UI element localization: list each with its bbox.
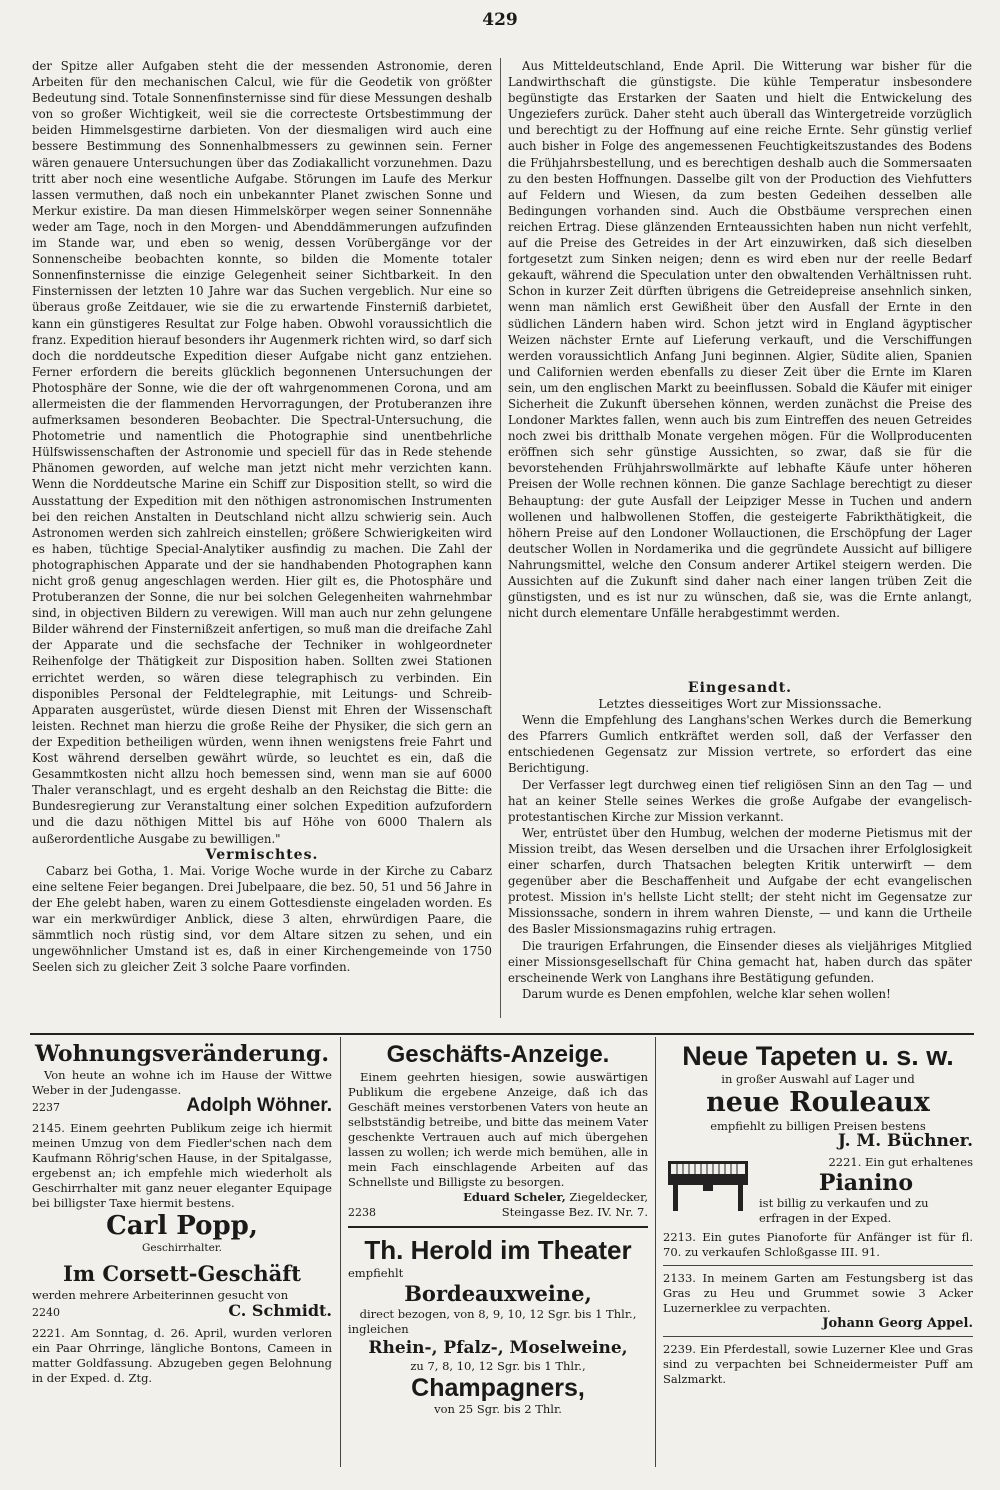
left-column <box>32 58 492 1030</box>
ad-number: 2237 <box>32 1101 60 1114</box>
corsett-title: Im Corsett-Geschäft <box>63 1261 301 1286</box>
herold-rhein-detail: zu 7, 8, 10, 12 Sgr. bis 1 Thlr., <box>410 1359 586 1373</box>
eingesandt-paragraph: Wer, entrüstet über den Humbug, welchen der moderne Pietismus mit der Mission treibt, das Wesen derselben und die Ursachen ihrer Erfolglosigkeit einer scharfen, durch Thatsachen belegten Kritik unterwirft — dem gegenüber aber die Beschaffenheit und Aufgabe der echt evangelischen protest. Mission in's hellste Licht stellt; der steht nicht im Gegensatze zur Missionssache, sondern in ihrem wahren Dienste, — und kann die Urtheile des Basler Missionsmagazins ruhig ertragen. <box>508 825 972 937</box>
geschaeft-signature <box>348 1190 648 1205</box>
herold-rhein: Rhein-, Pfalz-, Moselweine, <box>368 1338 628 1358</box>
right-column <box>508 58 972 678</box>
stall-text: 2239. Ein Pferdestall, sowie Luzerner Klee und Gras sind zu verpachten bei Schneidermeister Puff am Salzmarkt. <box>663 1342 973 1386</box>
eingesandt-paragraph: Der Verfasser legt durchweg einen tief religiösen Sinn an den Tag — und hat an keiner Stelle seines Werkes die große Aufgabe der evangelisch-protestantischen Kirche zur Mission verkannt. <box>508 777 972 824</box>
ads-column-2 <box>348 1040 648 1480</box>
ad-separator <box>663 1265 973 1266</box>
eingesandt-section <box>508 680 972 1035</box>
vermischtes-heading: Vermischtes. <box>205 846 319 863</box>
ad-separator <box>348 1226 648 1228</box>
herold-empfiehlt: empfiehlt <box>348 1266 404 1280</box>
tapeten-title: Neue Tapeten u. s. w. <box>682 1041 954 1071</box>
geschaeft-address: Steingasse Bez. IV. Nr. 7. <box>501 1205 648 1219</box>
herold-champagner-detail: von 25 Sgr. bis 2 Thlr. <box>434 1402 562 1416</box>
piano-icon <box>663 1155 753 1215</box>
eingesandt-paragraph: Die traurigen Erfahrungen, die Einsender dieses als vieljähriges Mitglied einer Missionsgesellschaft für China gemacht hat, haben durch das später erscheinende Werk von Langhans ihre Bestätigung gefunden. <box>508 938 972 985</box>
herold-title: Th. Herold im Theater <box>364 1235 632 1265</box>
herold-bordeaux-detail: direct bezogen, von 8, 9, 10, 12 Sgr. bis 1 Thlr., <box>359 1307 637 1321</box>
geschaeft-address-row <box>348 1205 648 1220</box>
corsett-name: C. Schmidt. <box>228 1301 332 1320</box>
tapeten-name: J. M. Büchner. <box>837 1131 973 1151</box>
wohnung-signature <box>32 1095 332 1116</box>
wohnung-name: Adolph Wöhner. <box>186 1095 332 1116</box>
vermischtes-text: Cabarz bei Gotha, 1. Mai. Vorige Woche wurde in der Kirche zu Cabarz eine seltene Feier begangen. Drei Jubelpaare, die bez. 50, 51 und 56 Jahre in der Ehe gelebt haben, waren zu einem Gottesdienste eingeladen worden. Es war ein merkwürdiger Anblick, diese 3 alten, ehrwürdigen Paare, die sämmtlich noch rüstig sind, vor dem Altare sitzen zu sehen, und ein ungewöhnlicher Umstand ist es, daß in einer Kirchengemeinde von 1750 Seelen sich zu gleicher Zeit 3 solche Paare vorfinden. <box>32 863 492 975</box>
eingesandt-heading: Eingesandt. <box>687 680 793 696</box>
wohnung-text: Von heute an wohne ich im Hause der Wittwe Weber in der Judengasse. <box>32 1068 332 1097</box>
article-astronomy: der Spitze aller Aufgaben steht die der messenden Astronomie, deren Arbeiten für den mechanischen Calcul, wie für die Geodetik von größter Bedeutung sind. Totale Sonnenfinsternisse sind für diese Messungen deshalb von so großer Wichtigkeit, weil sie die correcteste Ortsbestimmung der beiden Himmelsgestirne darbieten. Von der diesmaligen wird auch eine bessere Bestimmung des Sonnenhalbmessers zu gewinnen sein. Ferner wären genauere Untersuchungen über das Zodiakallicht vorzunehmen. Dazu tritt aber noch eine wesentliche Aufgabe. Störungen im Laufe des Merkur lassen vermuthen, daß noch ein unbekannter Planet zwischen Sonne und Merkur existire. Da man diesen Himmelskörper wegen seiner Sonnennähe weder am Tage, noch in den Morgen- und Abenddämmerungen aufzufinden im Stande war, und eben so wenig, dessen Vorübergänge vor der Sonnenscheibe beobachten konnte, so bilden die Momente totaler Sonnenfinsternisse die einzige Gelegenheit seiner Sichtbarkeit. In den Finsternissen der letzten 10 Jahre war das Suchen vergeblich. Nur eine so überaus große Zeitdauer, wie sie die zu erwartende Finsterniß darbietet, kann ein günstigeres Resultat zur Folge haben. Obwohl voraussichtlich die franz. Expedition hierauf besonders ihr Augenmerk richten wird, so darf sich doch die norddeutsche Expedition dieser Aufgabe nicht ganz entziehen. Ferner erfordern die bereits glücklich begonnenen Untersuchungen der Photosphäre der Sonne, wie die der oft wahrgenommenen Corona, und am allermeisten die der flammenden Hervorragungen, der Protuberanzen ihre aufmerksamen besonderen Beobachter. Die Spectral-Untersuchung, die Photometrie und namentlich die Photographie sind unentbehrliche Hülfswissenschaften der Astronomie und speciell für das in Rede stehende Phänomen geworden, auf welche man jetzt nicht mehr verzichten kann. Wenn die Norddeutsche Marine ein Schiff zur Disposition stellt, so wird die Ausstattung der Expedition mit den nöthigen astronomischen Instrumenten bei den reichen Anstalten in Deutschland nicht allzu schwierig sein. Auch Astronomen werden sich zahlreich einstellen; größere Schwierigkeiten wird es haben, tüchtige Special-Analytiker ausfindig zu machen. Die Zahl der photographischen Apparate und der sie handhabenden Photographen kann nicht groß genug angeschlagen werden. Hier gilt es, die Photosphäre und Protuberanzen der Sonne, die nur bei solchen Gelegenheiten wahrnehmbar sind, in objectiven Bildern zu verewigen. Will man auch nur zehn gelungene Bilder während der Finsternißzeit anfertigen, so muß man die dreifache Zahl der Apparate und die sechsfache der Techniker in wohlgeordneter Reihenfolge der Thätigkeit zur Disposition haben. Sollten zwei Stationen errichtet werden, so wären diese telegraphisch zu verbinden. Ein disponibles Personal der Feldtelegraphie, mit Leitungs- und Schreib-Apparaten ausgerüstet, würde diesen Dienst mit Ehren der Wissenschaft leisten. Rechnet man hierzu die große Reihe der Physiker, die sich gern an der Expedition betheiligen würden, wenn ihnen wenigstens freie Fahrt und Kost während derselben gewährt würde, so leuchtet es ein, daß die Gesammtkosten nicht allzu hoch bemessen sind, wenn man sie auf 6000 Thaler veranschlagt, und es ergeht deshalb an den Reichstag die Bitte: die Bundesregierung zur Veranstaltung einer solchen Expedition aufzufordern und die dazu nöthigen Mittel bis auf Höhe von 6000 Thalern als außerordentliche Ausgabe zu bewilligen." <box>32 59 492 846</box>
pianino-ad <box>663 1155 973 1226</box>
article-harvest: Aus Mitteldeutschland, Ende April. Die Witterung war bisher für die Landwirthschaft die günstigste. Die kühle Temperatur insbesondere begünstigte das Erstarken der Saaten und hielt die Entwickelung des Ungeziefers zurück. Daher steht auch überall das Wintergetreide vorzüglich und berechtigt zu der Hoffnung auf eine reiche Ernte. Sehr günstig verlief auch bisher in Folge des angemessenen Feuchtigkeitszustandes des Bodens die Frühjahrsbestellung, und es berechtigen deshalb auch die Sommersaaten zu den besten Hoffnungen. Dasselbe gilt von der Production des Viehfutters auf Feldern und Wiesen, da zum besten Gedeihen desselben alle Bedingungen vorhanden sind. Auch die Obstbäume versprechen einen reichen Ertrag. Diese glänzenden Ernteaussichten haben nun nicht verfehlt, auf die Preise des Getreides in der Art einzuwirken, daß sich dieselben fortgesetzt zum Sinken neigen; denn es wird eben nur der reelle Bedarf gekauft, während die Speculation unter den obwaltenden Verhältnissen ruht. Schon in kurzer Zeit dürften übrigens die Getreidepreise ansehnlich sinken, wenn man nämlich erst Gewißheit über den Ausfall der Ernte in den südlichen Ländern haben wird. Schon jetzt wird in England ägyptischer Weizen nächster Ernte auf Lieferung verkauft, und die Verschiffungen werden voraussichtlich Anfang Juni beginnen. Algier, Südite alien, Spanien und Californien werden ebenfalls zu dieser Zeit über die Ernte im Klaren sein, um den englischen Markt zu beeinflussen. Sobald die Käufer mit einiger Sicherheit die Zukunft übersehen können, werden zunächst die Preise des Londoner Marktes fallen, wenn auch bis zum Eintreffen des neuen Getreides noch zwei bis dritthalb Monate vergehen mögen. Für die Wollproducenten eröffnen sich sehr günstige Aussichten, so zwar, daß sie für die bevorstehenden Frühjahrswollmärkte auf lebhafte Käufe unter höheren Preisen der Wolle rechnen können. Die ganze Sachlage berechtigt zu dieser Behauptung: der gute Ausfall der Leipziger Messe in Tuchen und andern wollenen und halbwollenen Stoffen, die gesteigerte Fabrikthätigkeit, die höhern Preise auf den Londoner Wollauctionen, die Erschöpfung der Lager deutscher Wollen in Nordamerika und die gegründete Aussicht auf billigere Nahrungsmittel, welche den Consum anderer Artikel steigern werden. Die Aussichten auf die Zukunft sind daher nach einer langen trüben Zeit die günstigsten, und es ist nur zu wünschen, daß sie, was die Ernte anlangt, nicht durch elementare Unfälle herabgestimmt werden. <box>508 59 972 621</box>
geschaeft-name: Eduard Scheler, <box>463 1190 566 1204</box>
ads-top-rule <box>30 1033 974 1035</box>
geschaeft-role: Ziegeldecker, <box>569 1190 648 1204</box>
geschaeft-text: Einem geehrten hiesigen, sowie auswärtigen Publikum die ergebene Anzeige, daß ich das Geschäft meines verstorbenen Vaters von heute an selbstständig betreibe, und bitte das meinem Vater geschenkte Vertrauen auch auf mich übergehen lassen zu wollen; ich werde mich bemühen, alle in mein Fach einschlagende Arbeiten auf das Schnellste und Billigste zu besorgen. <box>348 1070 648 1189</box>
popp-name: Carl Popp, <box>106 1211 258 1241</box>
eingesandt-subheading: Letztes diesseitiges Wort zur Missionssache. <box>598 696 882 712</box>
gras-text: 2133. In meinem Garten am Festungsberg ist das Gras zu Heu und Grummet sowie 3 Acker Luzernerklee zu verpachten. <box>663 1271 973 1315</box>
column-divider <box>500 58 501 1018</box>
lost-text: 2221. Am Sonntag, d. 26. April, wurden verloren ein Paar Ohrringe, längliche Bontons, Cameen in matter Goldfassung. Abzugeben gegen Belohnung in der Exped. d. Ztg. <box>32 1326 332 1385</box>
pianoforte-text: 2213. Ein gutes Pianoforte für Anfänger ist für fl. 70. zu verkaufen Schloßgasse III. 91. <box>663 1230 973 1259</box>
gras-name: Johann Georg Appel. <box>822 1316 973 1331</box>
tapeten-text: in großer Auswahl auf Lager und <box>721 1072 915 1086</box>
eingesandt-paragraph: Wenn die Empfehlung des Langhans'schen Werkes durch die Bemerkung des Pfarrers Gumlich entkräftet werden soll, daß der Verfasser den entschiedenen Gegensatz zur Mission vertrete, so erfordert das eine Berichtigung. <box>508 713 972 776</box>
geschaeft-title: Geschäfts-Anzeige. <box>386 1041 610 1068</box>
pianino-text-block <box>753 1155 973 1226</box>
ad-number: 2240 <box>32 1306 60 1319</box>
herold-champagner: Champagners, <box>411 1374 585 1402</box>
herold-bordeaux: Bordeauxweine, <box>404 1281 592 1306</box>
ads-column-1 <box>32 1040 332 1480</box>
ads-divider <box>340 1037 341 1467</box>
pianino-title: Pianino <box>818 1170 914 1196</box>
page-number: 429 <box>482 10 518 30</box>
wohnung-title: Wohnungsveränderung. <box>35 1041 329 1067</box>
pianino-intro: 2221. Ein gut erhaltenes <box>828 1155 973 1169</box>
ad-separator <box>663 1336 973 1337</box>
corsett-signature <box>32 1303 332 1320</box>
popp-text: 2145. Einem geehrten Publikum zeige ich hiermit meinen Umzug von dem Fiedler'schen nach dem Kaufmann Röhrig'schen Hause, in der Spitalgasse, ergebenst an; ich empfehle mich wiederholt als Geschirrhalter mit ganz neuer eleganter Equipage bei billigster Taxe hiermit bestens. <box>32 1121 332 1210</box>
tapeten-text-2: empfiehlt zu billigen Preisen bestens <box>710 1119 926 1133</box>
ad-number: 2238 <box>348 1206 376 1219</box>
eingesandt-paragraph: Darum wurde es Denen empfohlen, welche klar sehen wollen! <box>522 986 891 1001</box>
pianino-text: ist billig zu verkaufen und zu erfragen in der Exped. <box>759 1196 929 1225</box>
popp-role: Geschirrhalter. <box>141 1242 223 1254</box>
ads-column-3 <box>663 1040 973 1480</box>
ads-divider <box>655 1037 656 1467</box>
tapeten-rouleaux: neue Rouleaux <box>706 1087 930 1118</box>
corsett-text: werden mehrere Arbeiterinnen gesucht von <box>32 1288 289 1302</box>
herold-ingleichen: ingleichen <box>348 1322 409 1336</box>
